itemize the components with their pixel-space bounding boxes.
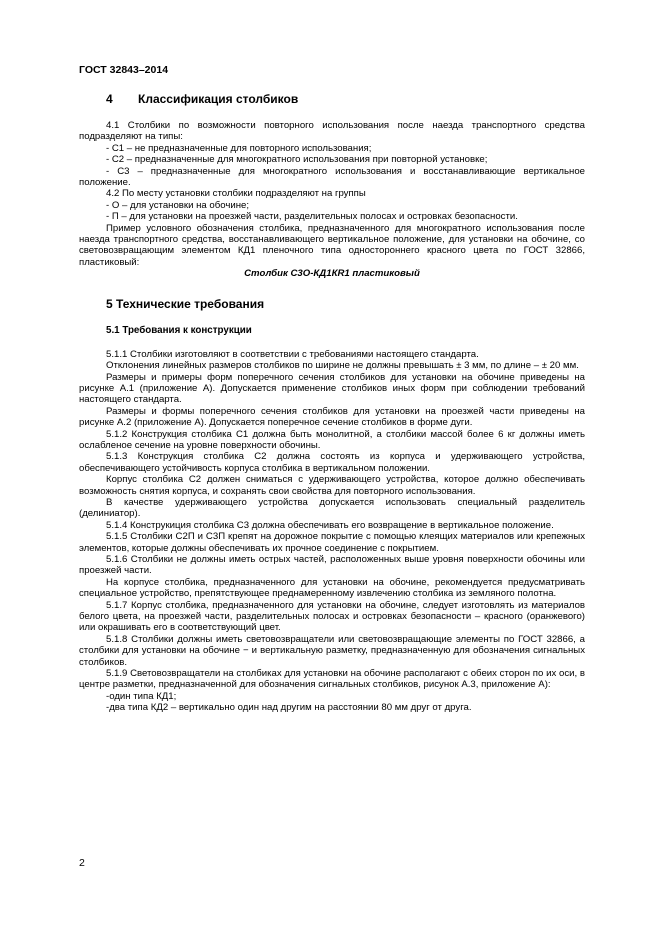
paragraph: На корпусе столбика, предназначенного для установки на обочине, рекомендуется предусматривать специальное устройство, препятствующее преднамеренному извлечению столбика из земляного полотна. [79, 576, 585, 600]
paragraph: 5.1.6 Столбики не должны иметь острых частей, расположенных выше уровня поверхности обочины или проезжей части. [79, 554, 585, 577]
paragraph: Размеры и формы поперечного сечения столбиков для установки на проезжей части приведены на рисунке А.2 (приложение А). Допускается поперечное сечение столбиков в форме дуги. [79, 405, 585, 429]
paragraph: Корпус столбика С2 должен сниматься с удерживающего устройства, которое должно обеспечивать возможность снятия корпуса, и сохранять свои свойства для повторного использования. [79, 474, 585, 497]
section-5-heading: 5 Технические требования [106, 296, 265, 311]
example-designation: Столбик С3О-КД1КR1 пластиковый [244, 268, 420, 280]
list-item: - С2 – предназначенные для многократного использования при повторной установке; [106, 154, 488, 166]
paragraph: 5.1.5 Столбики С2П и С3П крепят на дорожное покрытие с помощью клеящих материалов или крепежных элементов, которые должны обеспечивать их прочное соединение с покрытием. [79, 531, 585, 554]
paragraph: В качестве удерживающего устройства допускается использовать специальный разделитель (делиниатор). [79, 496, 585, 520]
document-header: ГОСТ 32843–2014 [79, 64, 169, 76]
page-number: 2 [79, 857, 85, 869]
section-4-number: 4 [106, 92, 113, 106]
list-item: - О – для установки на обочине; [106, 199, 250, 211]
section-4-heading [79, 92, 585, 107]
paragraph: 5.1.3 Конструкция столбика С2 должна состоять из корпуса и удерживающего устройства, обеспечивающего устойчивость корпуса столбика в вертикальном положении. [79, 451, 585, 474]
document-body [79, 92, 585, 714]
list-item: - С3 – предназначенные для многократного использования и восстанавливающие вертикальное положение. [79, 165, 585, 189]
list-item: - С1 – не предназначенные для повторного использования; [106, 142, 372, 154]
list-item: -два типа КД2 – вертикально один над другим на расстоянии 80 мм друг от друга. [106, 702, 472, 714]
paragraph: Отклонения линейных размеров столбиков по ширине не должны превышать ± 3 мм, по длине – ± 20 мм. [106, 360, 579, 372]
paragraph: 5.1.9 Световозвращатели на столбиках для установки на обочине располагают с обеих сторон по их оси, в центре разметки, предназначенной для обозначения сигнальных столбиков, рисунок А.3, приложение А): [79, 668, 585, 691]
list-item: - П – для установки на проезжей части, разделительных полосах и островках безопасности. [106, 211, 518, 223]
paragraph: 4.2 По месту установки столбики подразделяют на группы [106, 188, 366, 200]
paragraph: 5.1.1 Столбики изготовляют в соответствии с требованиями настоящего стандарта. [106, 348, 479, 360]
paragraph: 5.1.2 Конструкция столбика С1 должна быть монолитной, а столбики массой более 6 кг должны иметь ослабленое сечение на уровне поверхности обочины. [79, 428, 585, 451]
paragraph: 5.1.8 Столбики должны иметь световозвращатели или световозвращающие элементы по ГОСТ 32866, а столбики для установки на обочине − и вертикальную разметку, предназначенную для обозначения сигнальных столбиков. [79, 633, 585, 668]
paragraph: 4.1 Столбики по возможности повторного использования после наезда транспортного средства подразделяют на типы: [79, 120, 585, 143]
paragraph: Размеры и примеры форм поперечного сечения столбиков для установки на обочине приведены на рисунке А.1 (приложение А). Допускается применение столбиков иных форм при соблюдении требований настоящего стандарта. [79, 371, 585, 406]
section-5-1-heading: 5.1 Требования к конструкции [106, 324, 252, 336]
paragraph: 5.1.4 Конструкиция столбика С3 должна обеспечивать его возвращение в вертикальное положение. [106, 519, 554, 531]
list-item: -один типа КД1; [106, 690, 177, 702]
paragraph: 5.1.7 Корпус столбика, предназначенного для установки на обочине, следует изготовлять из материалов белого цвета, на проезжей части, разделительных полосах и островках безопасности – красного (оранжевого) или окрашивать его в соответствующий цвет. [79, 599, 585, 634]
example-paragraph: Пример условного обозначения столбика, предназначенного для многократного использования после наезда транспортного средства, восстанавливающего вертикальное положение, для установки на обочине, со световозвращающим элементом КД1 пленочного типа одностороннего красного цвета по ГОСТ 32866, пластиковый: [79, 222, 585, 268]
section-4-title: Классификация столбиков [138, 92, 299, 106]
